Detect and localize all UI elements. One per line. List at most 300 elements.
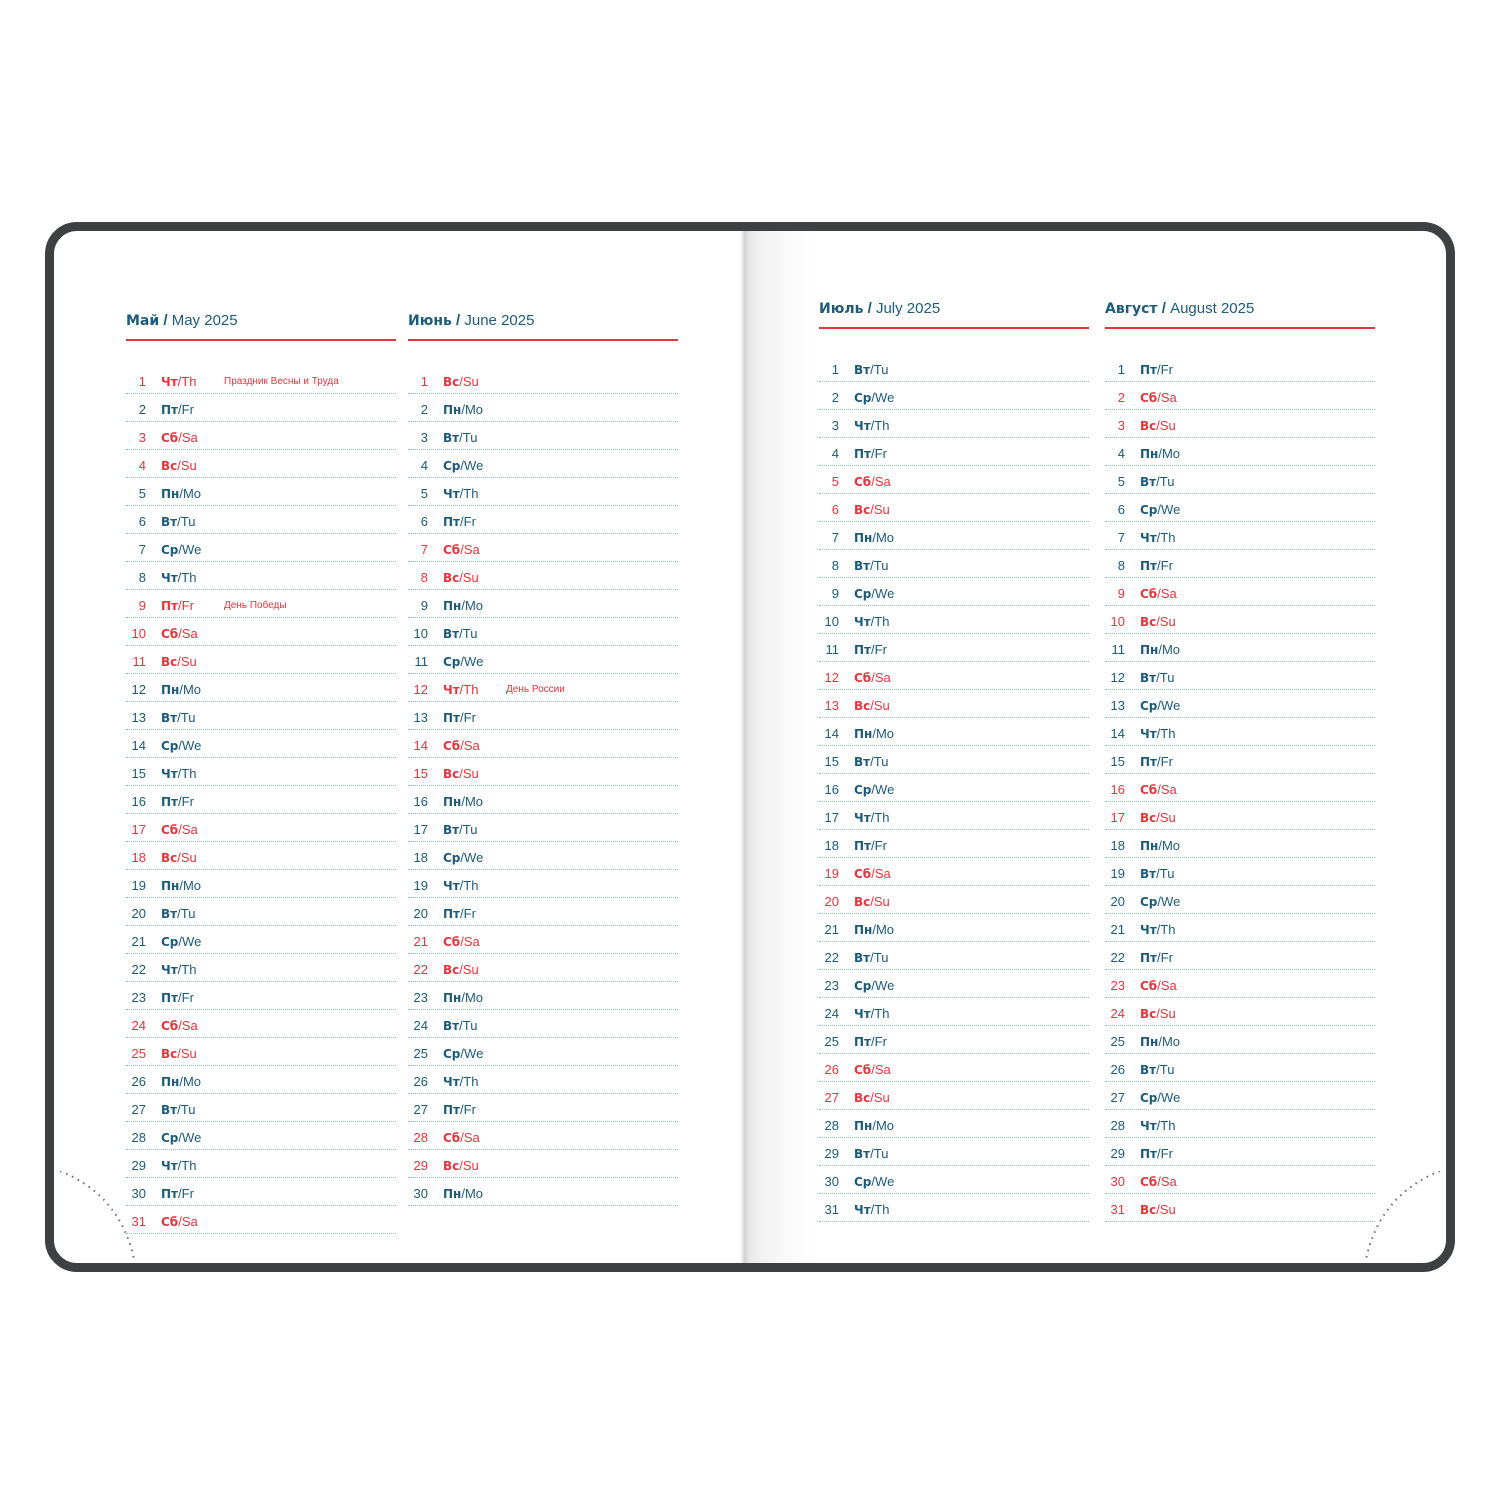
day-row (408, 842, 678, 870)
weekday-label: Пт/Fr (1140, 950, 1173, 965)
day-row (408, 786, 678, 814)
weekday-en: Sa (181, 626, 198, 641)
day-row (408, 618, 678, 646)
day-number: 30 (131, 1186, 146, 1201)
day-row (126, 590, 396, 618)
day-row (126, 1206, 396, 1234)
weekday-label: Чт/Th (1140, 530, 1176, 545)
weekday-en: We (182, 738, 202, 753)
weekday-ru: Сб (161, 627, 179, 641)
day-number: 21 (131, 934, 146, 949)
weekday-en: Th (181, 570, 197, 585)
day-row (819, 1138, 1089, 1166)
day-row (126, 674, 396, 702)
weekday-ru: Сб (1140, 587, 1158, 601)
weekday-label: Чт/Th (854, 418, 890, 433)
day-number: 2 (831, 390, 839, 405)
weekday-ru: Чт (854, 811, 871, 825)
day-row (1105, 1194, 1375, 1222)
weekday-en: Tu (180, 710, 196, 725)
weekday-label: Сб/Sa (161, 1018, 198, 1033)
weekday-en: We (1161, 502, 1181, 517)
weekday-en: Mo (182, 682, 202, 697)
weekday-ru: Пт (1140, 1147, 1157, 1161)
weekday-en: Fr (181, 794, 194, 809)
weekday-ru: Чт (854, 1203, 871, 1217)
weekday-label: Сб/Sa (161, 626, 198, 641)
day-number: 8 (831, 558, 839, 573)
day-number: 10 (824, 614, 839, 629)
weekday-ru: Сб (161, 1019, 179, 1033)
day-number: 8 (1117, 558, 1125, 573)
day-row (819, 1082, 1089, 1110)
day-number: 29 (131, 1158, 146, 1173)
day-number: 8 (420, 570, 428, 585)
day-number: 25 (1110, 1034, 1125, 1049)
weekday-label: Чт/Th (1140, 1118, 1176, 1133)
day-row (1105, 606, 1375, 634)
weekday-label: Сб/Sa (443, 542, 480, 557)
weekday-label: Пн/Mo (1140, 642, 1181, 657)
day-number: 21 (413, 934, 428, 949)
day-number: 16 (1110, 782, 1125, 797)
weekday-en: Su (1159, 810, 1176, 825)
day-row (126, 842, 396, 870)
day-number: 11 (1111, 642, 1125, 657)
weekday-ru: Пт (443, 907, 460, 921)
weekday-en: Fr (463, 906, 476, 921)
weekday-ru: Ср (1140, 503, 1158, 517)
day-number: 16 (413, 794, 428, 809)
weekday-en: Fr (181, 1186, 194, 1201)
day-number: 31 (1110, 1202, 1125, 1217)
day-row (408, 702, 678, 730)
day-row (126, 450, 396, 478)
day-number: 13 (824, 698, 839, 713)
weekday-ru: Вс (443, 375, 460, 389)
weekday-label: Вс/Su (1140, 810, 1176, 825)
weekday-label: Ср/We (161, 542, 202, 557)
weekday-label: Вт/Tu (443, 430, 478, 445)
month-header (408, 312, 678, 341)
month-separator: / (863, 300, 876, 317)
day-number: 5 (420, 486, 428, 501)
month-separator: / (159, 312, 172, 329)
day-number: 17 (1110, 810, 1125, 825)
weekday-en: Sa (463, 934, 480, 949)
weekday-en: We (875, 978, 895, 993)
day-number: 8 (138, 570, 146, 585)
weekday-en: Fr (1160, 1146, 1173, 1161)
day-row (819, 718, 1089, 746)
day-number: 19 (413, 878, 428, 893)
day-row (1105, 886, 1375, 914)
day-row (819, 998, 1089, 1026)
weekday-label: Сб/Sa (1140, 586, 1177, 601)
weekday-ru: Вт (443, 1019, 460, 1033)
day-row (1105, 662, 1375, 690)
weekday-en: Su (873, 894, 890, 909)
day-number: 15 (413, 766, 428, 781)
day-row (819, 970, 1089, 998)
day-row (819, 690, 1089, 718)
day-row (408, 954, 678, 982)
weekday-ru: Пт (161, 991, 178, 1005)
day-number: 12 (413, 682, 428, 697)
day-row (1105, 354, 1375, 382)
weekday-label: Пт/Fr (854, 446, 887, 461)
day-row (1105, 942, 1375, 970)
weekday-en: Tu (462, 1018, 478, 1033)
day-number: 19 (131, 878, 146, 893)
day-number: 19 (1110, 866, 1125, 881)
day-number: 11 (825, 642, 839, 657)
weekday-label: Пн/Mo (161, 1074, 202, 1089)
weekday-en: We (182, 934, 202, 949)
weekday-label: Пт/Fr (161, 402, 194, 417)
weekday-label: Пн/Mo (443, 794, 484, 809)
weekday-en: Mo (875, 922, 895, 937)
weekday-label: Вс/Su (1140, 1006, 1176, 1021)
day-number: 1 (138, 374, 146, 389)
weekday-en: Sa (874, 1062, 891, 1077)
weekday-label: Чт/Th (854, 614, 890, 629)
day-number: 30 (824, 1174, 839, 1189)
weekday-ru: Пн (443, 991, 462, 1005)
weekday-en: Th (463, 1074, 479, 1089)
weekday-label: Сб/Sa (854, 866, 891, 881)
day-row (408, 870, 678, 898)
weekday-en: Fr (463, 514, 476, 529)
day-number: 1 (1117, 362, 1125, 377)
weekday-ru: Пн (854, 727, 873, 741)
weekday-label: Пн/Mo (161, 486, 202, 501)
weekday-label: Вс/Su (443, 1158, 479, 1173)
weekday-en: Su (180, 654, 197, 669)
weekday-en: Mo (875, 726, 895, 741)
weekday-ru: Вс (443, 1159, 460, 1173)
weekday-ru: Ср (443, 655, 461, 669)
day-row (126, 394, 396, 422)
weekday-en: Fr (463, 710, 476, 725)
weekday-en: Tu (873, 754, 889, 769)
weekday-label: Вс/Su (443, 570, 479, 585)
weekday-label: Вт/Tu (161, 906, 196, 921)
day-row (819, 662, 1089, 690)
day-row (1105, 1110, 1375, 1138)
day-number: 18 (131, 850, 146, 865)
weekday-ru: Пт (443, 1103, 460, 1117)
weekday-en: Su (462, 570, 479, 585)
weekday-label: Сб/Sa (1140, 782, 1177, 797)
day-number: 4 (420, 458, 428, 473)
weekday-ru: Пн (443, 599, 462, 613)
weekday-en: Th (181, 766, 197, 781)
day-row (408, 450, 678, 478)
month-name-ru: Июль (819, 301, 864, 317)
weekday-en: Sa (1160, 782, 1177, 797)
day-number: 4 (1117, 446, 1125, 461)
month-may (126, 312, 396, 1234)
day-row (1105, 382, 1375, 410)
day-number: 2 (1117, 390, 1125, 405)
weekday-label: Чт/Th (161, 374, 197, 389)
weekday-en: Fr (181, 990, 194, 1005)
weekday-label: Чт/Th (443, 1074, 479, 1089)
day-row (126, 786, 396, 814)
weekday-en: We (1161, 698, 1181, 713)
day-number: 23 (824, 978, 839, 993)
weekday-ru: Пт (854, 1035, 871, 1049)
weekday-ru: Ср (443, 1047, 461, 1061)
weekday-ru: Вт (854, 1147, 871, 1161)
weekday-en: Mo (1161, 446, 1181, 461)
day-row (819, 578, 1089, 606)
weekday-en: We (1161, 894, 1181, 909)
weekday-en: Fr (874, 642, 887, 657)
weekday-label: Чт/Th (161, 1158, 197, 1173)
day-number: 30 (1110, 1174, 1125, 1189)
weekday-en: We (875, 782, 895, 797)
holiday-note: Праздник Весны и Труда (224, 376, 339, 387)
weekday-ru: Ср (443, 851, 461, 865)
day-number: 9 (831, 586, 839, 601)
day-number: 10 (413, 626, 428, 641)
month-separator: / (1157, 300, 1171, 317)
weekday-ru: Пн (161, 879, 180, 893)
day-number: 26 (131, 1074, 146, 1089)
day-number: 24 (413, 1018, 428, 1033)
day-row (126, 618, 396, 646)
day-number: 12 (1110, 670, 1125, 685)
weekday-label: Ср/We (854, 586, 895, 601)
day-number: 6 (831, 502, 839, 517)
weekday-label: Чт/Th (443, 878, 479, 893)
weekday-ru: Сб (854, 1063, 872, 1077)
day-row (1105, 522, 1375, 550)
weekday-ru: Вт (161, 711, 178, 725)
weekday-label: Пн/Mo (1140, 838, 1181, 853)
weekday-label: Вт/Tu (1140, 474, 1175, 489)
day-number: 20 (1110, 894, 1125, 909)
day-number: 5 (1117, 474, 1125, 489)
weekday-ru: Сб (161, 431, 179, 445)
weekday-ru: Вс (1140, 419, 1157, 433)
weekday-en: Sa (181, 1018, 198, 1033)
day-row (819, 494, 1089, 522)
weekday-label: Ср/We (443, 850, 484, 865)
day-row (126, 506, 396, 534)
day-row (126, 646, 396, 674)
weekday-ru: Ср (161, 543, 179, 557)
weekday-label: Вс/Su (161, 458, 197, 473)
day-number: 14 (824, 726, 839, 741)
day-row (819, 774, 1089, 802)
weekday-ru: Вс (854, 699, 871, 713)
month-header (819, 300, 1089, 329)
weekday-label: Вт/Tu (443, 1018, 478, 1033)
day-row (126, 926, 396, 954)
weekday-label: Вт/Tu (854, 1146, 889, 1161)
weekday-label: Вт/Tu (854, 558, 889, 573)
day-number: 24 (131, 1018, 146, 1033)
weekday-en: Tu (873, 362, 889, 377)
day-row (1105, 578, 1375, 606)
weekday-ru: Вт (161, 1103, 178, 1117)
day-number: 26 (1110, 1062, 1125, 1077)
day-row (1105, 718, 1375, 746)
day-row (126, 478, 396, 506)
weekday-en: Mo (875, 530, 895, 545)
day-number: 25 (413, 1046, 428, 1061)
day-number: 14 (413, 738, 428, 753)
weekday-label: Вс/Su (161, 654, 197, 669)
day-number: 19 (824, 866, 839, 881)
weekday-en: Th (1160, 530, 1176, 545)
weekday-label: Вс/Su (1140, 418, 1176, 433)
weekday-en: Fr (874, 838, 887, 853)
weekday-en: Fr (874, 1034, 887, 1049)
weekday-en: Sa (463, 738, 480, 753)
day-number: 31 (824, 1202, 839, 1217)
weekday-ru: Вс (1140, 811, 1157, 825)
day-number: 22 (824, 950, 839, 965)
day-list (126, 366, 396, 1234)
weekday-en: We (875, 1174, 895, 1189)
weekday-label: Ср/We (1140, 502, 1181, 517)
weekday-ru: Ср (1140, 699, 1158, 713)
day-row (408, 590, 678, 618)
day-number: 5 (138, 486, 146, 501)
weekday-en: Tu (1159, 1062, 1175, 1077)
weekday-en: Mo (1161, 838, 1181, 853)
day-number: 26 (413, 1074, 428, 1089)
day-number: 25 (131, 1046, 146, 1061)
weekday-en: Tu (1159, 474, 1175, 489)
month-july (819, 300, 1089, 1222)
weekday-en: Fr (874, 446, 887, 461)
weekday-ru: Вс (161, 1047, 178, 1061)
month-name-en: July 2025 (875, 300, 941, 317)
day-number: 20 (413, 906, 428, 921)
weekday-ru: Ср (161, 1131, 179, 1145)
day-row (819, 914, 1089, 942)
weekday-en: Tu (180, 1102, 196, 1117)
day-row (126, 702, 396, 730)
weekday-ru: Пт (1140, 363, 1157, 377)
day-number: 7 (1117, 530, 1125, 545)
day-number: 28 (824, 1118, 839, 1133)
day-number: 18 (413, 850, 428, 865)
weekday-label: Чт/Th (161, 962, 197, 977)
weekday-ru: Пт (854, 839, 871, 853)
weekday-ru: Пт (161, 795, 178, 809)
weekday-label: Сб/Sa (1140, 390, 1177, 405)
weekday-en: We (182, 542, 202, 557)
weekday-ru: Чт (854, 419, 871, 433)
day-row (1105, 690, 1375, 718)
day-number: 29 (1110, 1146, 1125, 1161)
weekday-ru: Чт (1140, 531, 1157, 545)
day-row (126, 982, 396, 1010)
day-number: 11 (414, 654, 428, 669)
weekday-ru: Вт (1140, 867, 1157, 881)
day-number: 24 (824, 1006, 839, 1021)
weekday-ru: Чт (443, 879, 460, 893)
weekday-en: We (182, 1130, 202, 1145)
weekday-en: Mo (1161, 642, 1181, 657)
weekday-ru: Пн (854, 531, 873, 545)
weekday-en: Th (874, 614, 890, 629)
day-list (819, 354, 1089, 1222)
weekday-label: Пт/Fr (161, 598, 194, 613)
day-number: 22 (1110, 950, 1125, 965)
weekday-ru: Вс (1140, 615, 1157, 629)
weekday-ru: Сб (1140, 783, 1158, 797)
day-number: 15 (824, 754, 839, 769)
day-row (408, 982, 678, 1010)
weekday-en: Mo (464, 990, 484, 1005)
day-number: 30 (413, 1186, 428, 1201)
weekday-label: Пт/Fr (1140, 754, 1173, 769)
weekday-ru: Вт (161, 515, 178, 529)
day-row (126, 1150, 396, 1178)
weekday-label: Вс/Su (443, 766, 479, 781)
weekday-label: Пт/Fr (161, 990, 194, 1005)
weekday-ru: Чт (443, 683, 460, 697)
month-name-en: August 2025 (1170, 300, 1255, 317)
day-number: 7 (138, 542, 146, 557)
weekday-en: Su (180, 458, 197, 473)
day-row (126, 758, 396, 786)
weekday-en: Sa (874, 670, 891, 685)
weekday-en: Sa (1160, 390, 1177, 405)
weekday-ru: Вт (854, 363, 871, 377)
weekday-en: Sa (1160, 1174, 1177, 1189)
weekday-ru: Вс (1140, 1203, 1157, 1217)
day-row (408, 1038, 678, 1066)
day-row (1105, 970, 1375, 998)
weekday-label: Сб/Sa (443, 1130, 480, 1145)
weekday-en: Th (181, 962, 197, 977)
weekday-label: Пт/Fr (161, 1186, 194, 1201)
day-number: 5 (831, 474, 839, 489)
day-row (819, 802, 1089, 830)
weekday-ru: Вт (443, 823, 460, 837)
weekday-ru: Пт (161, 403, 178, 417)
day-row (1105, 802, 1375, 830)
day-row (819, 942, 1089, 970)
day-row (408, 758, 678, 786)
weekday-label: Пт/Fr (443, 906, 476, 921)
day-row (1105, 634, 1375, 662)
day-row (408, 478, 678, 506)
weekday-en: Sa (1160, 586, 1177, 601)
weekday-label: Пт/Fr (1140, 558, 1173, 573)
day-number: 4 (831, 446, 839, 461)
weekday-en: Th (874, 810, 890, 825)
weekday-en: Th (874, 418, 890, 433)
day-row (819, 466, 1089, 494)
weekday-ru: Чт (161, 963, 178, 977)
weekday-en: Sa (181, 1214, 198, 1229)
day-row (1105, 1166, 1375, 1194)
weekday-ru: Сб (161, 823, 179, 837)
weekday-en: Su (462, 1158, 479, 1173)
weekday-label: Вс/Su (161, 850, 197, 865)
weekday-label: Пт/Fr (443, 710, 476, 725)
day-row (126, 730, 396, 758)
